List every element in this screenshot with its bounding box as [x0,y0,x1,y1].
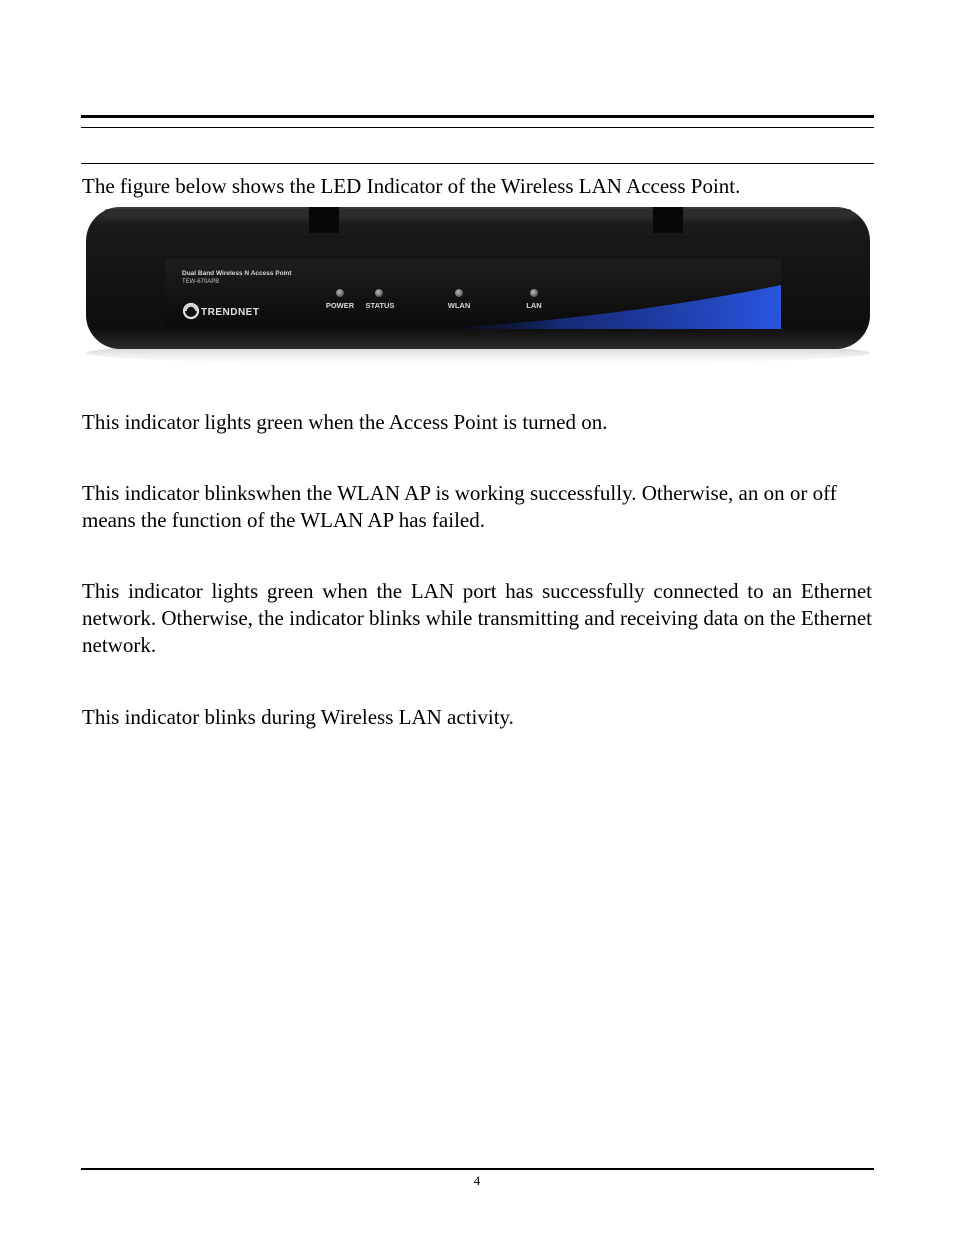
status-led-description: This indicator blinkswhen the WLAN AP is working successfully. Otherwise, an on or off means the function of the WLAN AP has failed. [82,481,837,532]
wlan-led [455,289,463,297]
power-led [336,289,344,297]
power-led-description: This indicator lights green when the Access Point is turned on. [82,410,608,434]
header-rule-middle [81,127,874,128]
brand-name: TRENDNET [201,307,260,318]
wlan-led-description: This indicator blinks during Wireless LAN activity. [82,705,514,729]
model-line-2: TEW-670APB [182,279,220,285]
access-point-led-panel-image [83,207,873,367]
led-label-lan: LAN [526,301,542,310]
model-line-1: Dual Band Wireless N Access Point [182,270,292,277]
status-led [375,289,383,297]
header-rule-top [81,115,874,118]
antenna-left [309,207,339,233]
led-label-status: STATUS [365,301,395,310]
device-top-edge [103,209,853,219]
page-number: 4 [473,1173,481,1188]
brand-logo [184,304,259,318]
led-label-power: POWER [325,301,355,310]
lan-led-description: This indicator lights green when the LAN port has successfully connected to an Ethernet network. Otherwise, the indicator blinks while transmitting and receiving data on the Ethernet network. [82,579,872,657]
led-label-wlan: WLAN [447,301,471,310]
antenna-right [653,207,683,233]
section-rule [81,163,874,164]
intro-paragraph: The figure below shows the LED Indicator of the Wireless LAN Access Point. [82,174,741,198]
lan-led [530,289,538,297]
footer-rule [81,1168,874,1170]
